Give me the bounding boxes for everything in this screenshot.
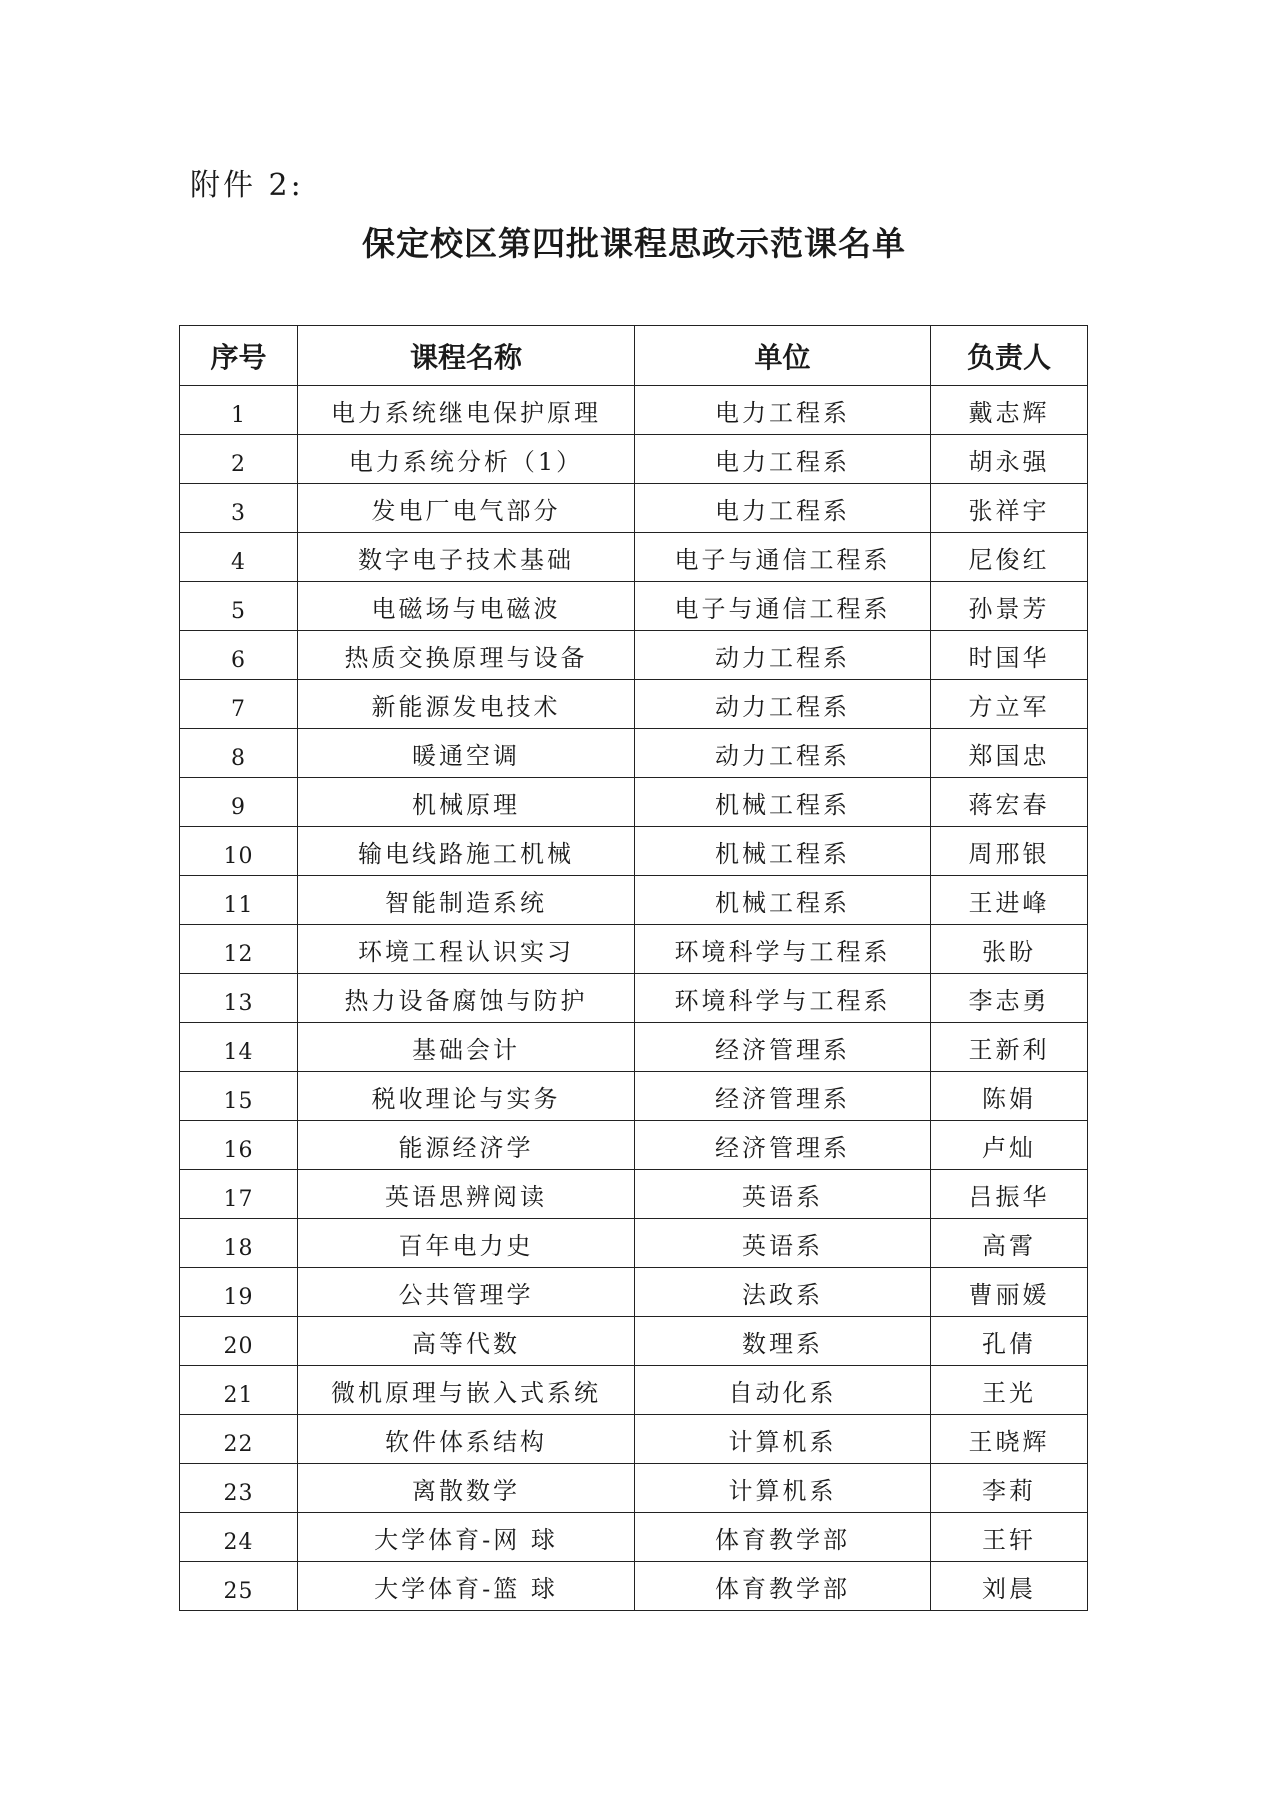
table-row bbox=[180, 1219, 1088, 1268]
cell-serial-number: 4 bbox=[180, 533, 298, 582]
cell-serial-number: 15 bbox=[180, 1072, 298, 1121]
cell-person-in-charge: 周邢银 bbox=[931, 827, 1088, 876]
cell-unit: 计算机系 bbox=[635, 1415, 931, 1464]
cell-person-in-charge: 曹丽媛 bbox=[931, 1268, 1088, 1317]
cell-unit: 法政系 bbox=[635, 1268, 931, 1317]
cell-course-name: 电力系统分析（1） bbox=[298, 435, 635, 484]
cell-unit: 经济管理系 bbox=[635, 1121, 931, 1170]
cell-course-name: 英语思辨阅读 bbox=[298, 1170, 635, 1219]
cell-unit: 环境科学与工程系 bbox=[635, 974, 931, 1023]
table-row bbox=[180, 1268, 1088, 1317]
cell-serial-number: 17 bbox=[180, 1170, 298, 1219]
cell-serial-number: 18 bbox=[180, 1219, 298, 1268]
cell-serial-number: 10 bbox=[180, 827, 298, 876]
cell-unit: 动力工程系 bbox=[635, 729, 931, 778]
cell-person-in-charge: 王新利 bbox=[931, 1023, 1088, 1072]
table-row bbox=[180, 974, 1088, 1023]
cell-serial-number: 19 bbox=[180, 1268, 298, 1317]
cell-person-in-charge: 高霄 bbox=[931, 1219, 1088, 1268]
cell-person-in-charge: 尼俊红 bbox=[931, 533, 1088, 582]
cell-course-name: 发电厂电气部分 bbox=[298, 484, 635, 533]
course-list-table bbox=[179, 325, 1088, 1611]
cell-person-in-charge: 胡永强 bbox=[931, 435, 1088, 484]
cell-course-name: 热力设备腐蚀与防护 bbox=[298, 974, 635, 1023]
table-row bbox=[180, 1072, 1088, 1121]
cell-serial-number: 20 bbox=[180, 1317, 298, 1366]
cell-serial-number: 1 bbox=[180, 386, 298, 435]
cell-unit: 计算机系 bbox=[635, 1464, 931, 1513]
cell-serial-number: 12 bbox=[180, 925, 298, 974]
cell-unit: 电子与通信工程系 bbox=[635, 582, 931, 631]
table-row bbox=[180, 386, 1088, 435]
table-row bbox=[180, 778, 1088, 827]
cell-serial-number: 16 bbox=[180, 1121, 298, 1170]
cell-person-in-charge: 王轩 bbox=[931, 1513, 1088, 1562]
cell-serial-number: 8 bbox=[180, 729, 298, 778]
cell-unit: 机械工程系 bbox=[635, 778, 931, 827]
cell-serial-number: 5 bbox=[180, 582, 298, 631]
cell-serial-number: 14 bbox=[180, 1023, 298, 1072]
cell-unit: 英语系 bbox=[635, 1170, 931, 1219]
table-row bbox=[180, 582, 1088, 631]
table-row bbox=[180, 484, 1088, 533]
table-row bbox=[180, 729, 1088, 778]
cell-course-name: 暖通空调 bbox=[298, 729, 635, 778]
cell-person-in-charge: 孙景芳 bbox=[931, 582, 1088, 631]
cell-serial-number: 22 bbox=[180, 1415, 298, 1464]
header-course-name: 课程名称 bbox=[298, 326, 635, 386]
table-row bbox=[180, 1562, 1088, 1611]
table-row bbox=[180, 1513, 1088, 1562]
table-row bbox=[180, 1464, 1088, 1513]
cell-unit: 电力工程系 bbox=[635, 435, 931, 484]
table-row bbox=[180, 827, 1088, 876]
cell-serial-number: 23 bbox=[180, 1464, 298, 1513]
table-row bbox=[180, 1121, 1088, 1170]
table-row bbox=[180, 1317, 1088, 1366]
cell-unit: 体育教学部 bbox=[635, 1562, 931, 1611]
cell-course-name: 输电线路施工机械 bbox=[298, 827, 635, 876]
cell-serial-number: 6 bbox=[180, 631, 298, 680]
cell-unit: 电力工程系 bbox=[635, 386, 931, 435]
cell-course-name: 环境工程认识实习 bbox=[298, 925, 635, 974]
cell-course-name: 公共管理学 bbox=[298, 1268, 635, 1317]
table-row bbox=[180, 631, 1088, 680]
cell-course-name: 数字电子技术基础 bbox=[298, 533, 635, 582]
cell-unit: 机械工程系 bbox=[635, 876, 931, 925]
cell-serial-number: 13 bbox=[180, 974, 298, 1023]
cell-course-name: 软件体系结构 bbox=[298, 1415, 635, 1464]
cell-course-name: 电磁场与电磁波 bbox=[298, 582, 635, 631]
cell-unit: 电子与通信工程系 bbox=[635, 533, 931, 582]
cell-person-in-charge: 张祥宇 bbox=[931, 484, 1088, 533]
cell-unit: 动力工程系 bbox=[635, 631, 931, 680]
cell-unit: 电力工程系 bbox=[635, 484, 931, 533]
table-row bbox=[180, 1170, 1088, 1219]
cell-course-name: 微机原理与嵌入式系统 bbox=[298, 1366, 635, 1415]
cell-person-in-charge: 李志勇 bbox=[931, 974, 1088, 1023]
cell-unit: 英语系 bbox=[635, 1219, 931, 1268]
cell-course-name: 基础会计 bbox=[298, 1023, 635, 1072]
table-row bbox=[180, 876, 1088, 925]
table-row bbox=[180, 435, 1088, 484]
cell-course-name: 电力系统继电保护原理 bbox=[298, 386, 635, 435]
cell-person-in-charge: 孔倩 bbox=[931, 1317, 1088, 1366]
cell-course-name: 税收理论与实务 bbox=[298, 1072, 635, 1121]
cell-course-name: 大学体育-篮 球 bbox=[298, 1562, 635, 1611]
cell-course-name: 百年电力史 bbox=[298, 1219, 635, 1268]
cell-course-name: 机械原理 bbox=[298, 778, 635, 827]
cell-unit: 经济管理系 bbox=[635, 1023, 931, 1072]
table-row bbox=[180, 1415, 1088, 1464]
table-header-row bbox=[180, 326, 1088, 386]
cell-unit: 经济管理系 bbox=[635, 1072, 931, 1121]
cell-person-in-charge: 方立军 bbox=[931, 680, 1088, 729]
table-row bbox=[180, 1366, 1088, 1415]
header-person-in-charge: 负责人 bbox=[931, 326, 1088, 386]
attachment-label: 附件 2: bbox=[190, 168, 304, 203]
table-row bbox=[180, 1023, 1088, 1072]
cell-serial-number: 24 bbox=[180, 1513, 298, 1562]
cell-person-in-charge: 吕振华 bbox=[931, 1170, 1088, 1219]
cell-course-name: 大学体育-网 球 bbox=[298, 1513, 635, 1562]
cell-person-in-charge: 张盼 bbox=[931, 925, 1088, 974]
cell-person-in-charge: 王晓辉 bbox=[931, 1415, 1088, 1464]
cell-serial-number: 9 bbox=[180, 778, 298, 827]
cell-course-name: 能源经济学 bbox=[298, 1121, 635, 1170]
cell-unit: 自动化系 bbox=[635, 1366, 931, 1415]
cell-unit: 机械工程系 bbox=[635, 827, 931, 876]
table-body bbox=[180, 386, 1088, 1611]
cell-course-name: 高等代数 bbox=[298, 1317, 635, 1366]
cell-serial-number: 21 bbox=[180, 1366, 298, 1415]
cell-serial-number: 7 bbox=[180, 680, 298, 729]
cell-serial-number: 2 bbox=[180, 435, 298, 484]
header-serial-number: 序号 bbox=[180, 326, 298, 386]
document-title: 保定校区第四批课程思政示范课名单 bbox=[362, 224, 906, 263]
cell-serial-number: 3 bbox=[180, 484, 298, 533]
cell-person-in-charge: 陈娟 bbox=[931, 1072, 1088, 1121]
cell-unit: 动力工程系 bbox=[635, 680, 931, 729]
table-row bbox=[180, 533, 1088, 582]
cell-course-name: 离散数学 bbox=[298, 1464, 635, 1513]
cell-person-in-charge: 戴志辉 bbox=[931, 386, 1088, 435]
cell-serial-number: 11 bbox=[180, 876, 298, 925]
cell-person-in-charge: 刘晨 bbox=[931, 1562, 1088, 1611]
header-unit: 单位 bbox=[635, 326, 931, 386]
cell-unit: 环境科学与工程系 bbox=[635, 925, 931, 974]
cell-serial-number: 25 bbox=[180, 1562, 298, 1611]
cell-course-name: 新能源发电技术 bbox=[298, 680, 635, 729]
cell-person-in-charge: 王光 bbox=[931, 1366, 1088, 1415]
cell-person-in-charge: 郑国忠 bbox=[931, 729, 1088, 778]
cell-person-in-charge: 蒋宏春 bbox=[931, 778, 1088, 827]
cell-course-name: 智能制造系统 bbox=[298, 876, 635, 925]
cell-course-name: 热质交换原理与设备 bbox=[298, 631, 635, 680]
cell-person-in-charge: 李莉 bbox=[931, 1464, 1088, 1513]
cell-person-in-charge: 卢灿 bbox=[931, 1121, 1088, 1170]
cell-person-in-charge: 王进峰 bbox=[931, 876, 1088, 925]
table-row bbox=[180, 680, 1088, 729]
cell-unit: 数理系 bbox=[635, 1317, 931, 1366]
cell-unit: 体育教学部 bbox=[635, 1513, 931, 1562]
cell-person-in-charge: 时国华 bbox=[931, 631, 1088, 680]
table-row bbox=[180, 925, 1088, 974]
